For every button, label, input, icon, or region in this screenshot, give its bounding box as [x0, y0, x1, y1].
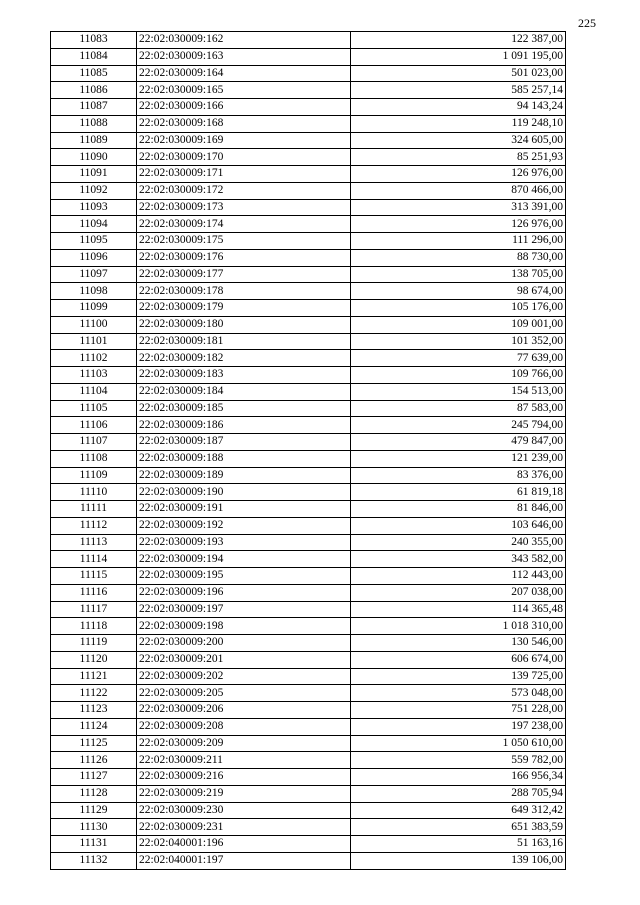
- table-row: [51, 735, 566, 752]
- cadastral-value-cell: 126 976,00: [351, 216, 566, 233]
- row-number-cell: 11117: [51, 601, 137, 618]
- row-number-cell: 11121: [51, 668, 137, 685]
- row-number-cell: 11090: [51, 149, 137, 166]
- table-row: [51, 568, 566, 585]
- cadastral-number-cell: 22:02:030009:168: [137, 115, 351, 132]
- cadastral-number-cell: 22:02:040001:197: [137, 852, 351, 869]
- cadastral-value-cell: 98 674,00: [351, 283, 566, 300]
- cadastral-value-cell: 649 312,42: [351, 802, 566, 819]
- row-number-cell: 11089: [51, 132, 137, 149]
- cadastral-number-cell: 22:02:030009:184: [137, 383, 351, 400]
- cadastral-number-cell: 22:02:030009:205: [137, 685, 351, 702]
- table-row: [51, 718, 566, 735]
- cadastral-number-cell: 22:02:030009:202: [137, 668, 351, 685]
- cadastral-number-cell: 22:02:030009:179: [137, 300, 351, 317]
- table-row: [51, 149, 566, 166]
- cadastral-value-cell: 154 513,00: [351, 383, 566, 400]
- row-number-cell: 11113: [51, 534, 137, 551]
- row-number-cell: 11107: [51, 434, 137, 451]
- row-number-cell: 11103: [51, 367, 137, 384]
- table-row: [51, 266, 566, 283]
- page-number: 225: [578, 16, 596, 30]
- table-row: [51, 166, 566, 183]
- cadastral-value-cell: 197 238,00: [351, 718, 566, 735]
- table-row: [51, 65, 566, 82]
- cadastral-value-cell: 1 091 195,00: [351, 48, 566, 65]
- table-row: [51, 635, 566, 652]
- cadastral-number-cell: 22:02:030009:190: [137, 484, 351, 501]
- cadastral-number-cell: 22:02:030009:178: [137, 283, 351, 300]
- row-number-cell: 11126: [51, 752, 137, 769]
- row-number-cell: 11099: [51, 300, 137, 317]
- row-number-cell: 11083: [51, 32, 137, 49]
- row-number-cell: 11110: [51, 484, 137, 501]
- cadastral-number-cell: 22:02:030009:201: [137, 651, 351, 668]
- cadastral-number-cell: 22:02:030009:193: [137, 534, 351, 551]
- row-number-cell: 11108: [51, 450, 137, 467]
- cadastral-value-cell: 585 257,14: [351, 82, 566, 99]
- table-row: [51, 467, 566, 484]
- cadastral-number-cell: 22:02:030009:183: [137, 367, 351, 384]
- cadastral-value-cell: 288 705,94: [351, 785, 566, 802]
- row-number-cell: 11095: [51, 233, 137, 250]
- row-number-cell: 11131: [51, 836, 137, 853]
- table-row: [51, 316, 566, 333]
- table-row: [51, 769, 566, 786]
- cadastral-number-cell: 22:02:030009:198: [137, 618, 351, 635]
- cadastral-number-cell: 22:02:030009:197: [137, 601, 351, 618]
- row-number-cell: 11128: [51, 785, 137, 802]
- cadastral-value-cell: 313 391,00: [351, 199, 566, 216]
- row-number-cell: 11094: [51, 216, 137, 233]
- table-row: [51, 417, 566, 434]
- table-row: [51, 115, 566, 132]
- cadastral-number-cell: 22:02:030009:191: [137, 501, 351, 518]
- cadastral-value-cell: 207 038,00: [351, 584, 566, 601]
- cadastral-value-cell: 1 050 610,00: [351, 735, 566, 752]
- table-row: [51, 852, 566, 869]
- cadastral-number-cell: 22:02:030009:169: [137, 132, 351, 149]
- row-number-cell: 11091: [51, 166, 137, 183]
- table-row: [51, 400, 566, 417]
- table-row: [51, 601, 566, 618]
- row-number-cell: 11132: [51, 852, 137, 869]
- cadastral-number-cell: 22:02:030009:162: [137, 32, 351, 49]
- cadastral-number-cell: 22:02:030009:187: [137, 434, 351, 451]
- cadastral-value-cell: 109 001,00: [351, 316, 566, 333]
- table-row: [51, 249, 566, 266]
- table-row: [51, 82, 566, 99]
- cadastral-number-cell: 22:02:030009:192: [137, 517, 351, 534]
- row-number-cell: 11115: [51, 568, 137, 585]
- cadastral-number-cell: 22:02:030009:208: [137, 718, 351, 735]
- table-row: [51, 651, 566, 668]
- cadastral-value-cell: 119 248,10: [351, 115, 566, 132]
- cadastral-value-cell: 139 106,00: [351, 852, 566, 869]
- table-row: [51, 584, 566, 601]
- cadastral-value-cell: 240 355,00: [351, 534, 566, 551]
- table-row: [51, 802, 566, 819]
- cadastral-number-cell: 22:02:030009:206: [137, 702, 351, 719]
- row-number-cell: 11111: [51, 501, 137, 518]
- cadastral-value-cell: 51 163,16: [351, 836, 566, 853]
- row-number-cell: 11118: [51, 618, 137, 635]
- table-row: [51, 32, 566, 49]
- row-number-cell: 11086: [51, 82, 137, 99]
- cadastral-value-cell: 573 048,00: [351, 685, 566, 702]
- table-row: [51, 182, 566, 199]
- cadastral-number-cell: 22:02:030009:188: [137, 450, 351, 467]
- cadastral-number-cell: 22:02:030009:180: [137, 316, 351, 333]
- table-row: [51, 484, 566, 501]
- cadastral-number-cell: 22:02:030009:166: [137, 99, 351, 116]
- row-number-cell: 11120: [51, 651, 137, 668]
- table-row: [51, 785, 566, 802]
- row-number-cell: 11096: [51, 249, 137, 266]
- cadastral-value-cell: 101 352,00: [351, 333, 566, 350]
- cadastral-number-cell: 22:02:030009:195: [137, 568, 351, 585]
- cadastral-number-cell: 22:02:030009:196: [137, 584, 351, 601]
- cadastral-value-cell: 61 819,18: [351, 484, 566, 501]
- cadastral-value-cell: 1 018 310,00: [351, 618, 566, 635]
- cadastral-value-cell: 122 387,00: [351, 32, 566, 49]
- row-number-cell: 11084: [51, 48, 137, 65]
- row-number-cell: 11127: [51, 769, 137, 786]
- cadastral-number-cell: 22:02:030009:194: [137, 551, 351, 568]
- cadastral-value-cell: 870 466,00: [351, 182, 566, 199]
- cadastral-value-cell: 105 176,00: [351, 300, 566, 317]
- cadastral-number-cell: 22:02:030009:177: [137, 266, 351, 283]
- table-row: [51, 283, 566, 300]
- cadastral-number-cell: 22:02:030009:189: [137, 467, 351, 484]
- cadastral-number-cell: 22:02:030009:171: [137, 166, 351, 183]
- table-row: [51, 132, 566, 149]
- row-number-cell: 11106: [51, 417, 137, 434]
- row-number-cell: 11109: [51, 467, 137, 484]
- cadastral-value-cell: 606 674,00: [351, 651, 566, 668]
- table-row: [51, 702, 566, 719]
- row-number-cell: 11101: [51, 333, 137, 350]
- cadastral-value-cell: 130 546,00: [351, 635, 566, 652]
- table-row: [51, 367, 566, 384]
- cadastral-value-cell: 651 383,59: [351, 819, 566, 836]
- cadastral-number-cell: 22:02:040001:196: [137, 836, 351, 853]
- row-number-cell: 11123: [51, 702, 137, 719]
- cadastral-number-cell: 22:02:030009:185: [137, 400, 351, 417]
- table-body: [51, 32, 566, 870]
- cadastral-value-cell: 103 646,00: [351, 517, 566, 534]
- row-number-cell: 11119: [51, 635, 137, 652]
- cadastral-value-cell: 139 725,00: [351, 668, 566, 685]
- cadastral-value-cell: 479 847,00: [351, 434, 566, 451]
- cadastral-value-cell: 324 605,00: [351, 132, 566, 149]
- cadastral-number-cell: 22:02:030009:216: [137, 769, 351, 786]
- cadastral-number-cell: 22:02:030009:230: [137, 802, 351, 819]
- table-row: [51, 517, 566, 534]
- row-number-cell: 11093: [51, 199, 137, 216]
- table-row: [51, 668, 566, 685]
- cadastral-number-cell: 22:02:030009:170: [137, 149, 351, 166]
- cadastral-value-cell: 85 251,93: [351, 149, 566, 166]
- cadastral-value-cell: 77 639,00: [351, 350, 566, 367]
- table-row: [51, 216, 566, 233]
- table-row: [51, 199, 566, 216]
- cadastral-number-cell: 22:02:030009:209: [137, 735, 351, 752]
- cadastral-number-cell: 22:02:030009:175: [137, 233, 351, 250]
- cadastral-value-cell: 751 228,00: [351, 702, 566, 719]
- cadastral-number-cell: 22:02:030009:172: [137, 182, 351, 199]
- table-row: [51, 99, 566, 116]
- cadastral-number-cell: 22:02:030009:231: [137, 819, 351, 836]
- cadastral-number-cell: 22:02:030009:176: [137, 249, 351, 266]
- row-number-cell: 11098: [51, 283, 137, 300]
- row-number-cell: 11102: [51, 350, 137, 367]
- table-row: [51, 350, 566, 367]
- row-number-cell: 11085: [51, 65, 137, 82]
- row-number-cell: 11122: [51, 685, 137, 702]
- table-row: [51, 233, 566, 250]
- table-row: [51, 685, 566, 702]
- cadastral-number-cell: 22:02:030009:211: [137, 752, 351, 769]
- table-row: [51, 383, 566, 400]
- table-row: [51, 333, 566, 350]
- cadastral-value-cell: 94 143,24: [351, 99, 566, 116]
- cadastral-number-cell: 22:02:030009:173: [137, 199, 351, 216]
- cadastral-value-cell: 121 239,00: [351, 450, 566, 467]
- row-number-cell: 11114: [51, 551, 137, 568]
- table-row: [51, 752, 566, 769]
- row-number-cell: 11116: [51, 584, 137, 601]
- cadastral-value-table: [50, 31, 566, 870]
- cadastral-value-cell: 81 846,00: [351, 501, 566, 518]
- cadastral-number-cell: 22:02:030009:174: [137, 216, 351, 233]
- table-row: [51, 300, 566, 317]
- cadastral-number-cell: 22:02:030009:200: [137, 635, 351, 652]
- table-row: [51, 534, 566, 551]
- table-row: [51, 450, 566, 467]
- cadastral-value-cell: 166 956,34: [351, 769, 566, 786]
- table-row: [51, 618, 566, 635]
- row-number-cell: 11088: [51, 115, 137, 132]
- cadastral-value-cell: 87 583,00: [351, 400, 566, 417]
- cadastral-value-cell: 88 730,00: [351, 249, 566, 266]
- table-row: [51, 819, 566, 836]
- table-row: [51, 551, 566, 568]
- row-number-cell: 11112: [51, 517, 137, 534]
- cadastral-value-cell: 126 976,00: [351, 166, 566, 183]
- row-number-cell: 11097: [51, 266, 137, 283]
- table-row: [51, 434, 566, 451]
- cadastral-number-cell: 22:02:030009:164: [137, 65, 351, 82]
- row-number-cell: 11130: [51, 819, 137, 836]
- cadastral-number-cell: 22:02:030009:186: [137, 417, 351, 434]
- row-number-cell: 11105: [51, 400, 137, 417]
- table-row: [51, 48, 566, 65]
- cadastral-value-cell: 559 782,00: [351, 752, 566, 769]
- row-number-cell: 11125: [51, 735, 137, 752]
- row-number-cell: 11100: [51, 316, 137, 333]
- cadastral-value-cell: 343 582,00: [351, 551, 566, 568]
- cadastral-value-cell: 501 023,00: [351, 65, 566, 82]
- cadastral-number-cell: 22:02:030009:219: [137, 785, 351, 802]
- cadastral-number-cell: 22:02:030009:182: [137, 350, 351, 367]
- cadastral-number-cell: 22:02:030009:165: [137, 82, 351, 99]
- cadastral-number-cell: 22:02:030009:163: [137, 48, 351, 65]
- cadastral-number-cell: 22:02:030009:181: [137, 333, 351, 350]
- cadastral-value-cell: 111 296,00: [351, 233, 566, 250]
- cadastral-value-cell: 245 794,00: [351, 417, 566, 434]
- table-row: [51, 836, 566, 853]
- cadastral-value-cell: 83 376,00: [351, 467, 566, 484]
- cadastral-value-cell: 138 705,00: [351, 266, 566, 283]
- cadastral-value-cell: 114 365,48: [351, 601, 566, 618]
- table-row: [51, 501, 566, 518]
- row-number-cell: 11087: [51, 99, 137, 116]
- row-number-cell: 11104: [51, 383, 137, 400]
- cadastral-value-cell: 109 766,00: [351, 367, 566, 384]
- cadastral-value-cell: 112 443,00: [351, 568, 566, 585]
- row-number-cell: 11129: [51, 802, 137, 819]
- row-number-cell: 11092: [51, 182, 137, 199]
- row-number-cell: 11124: [51, 718, 137, 735]
